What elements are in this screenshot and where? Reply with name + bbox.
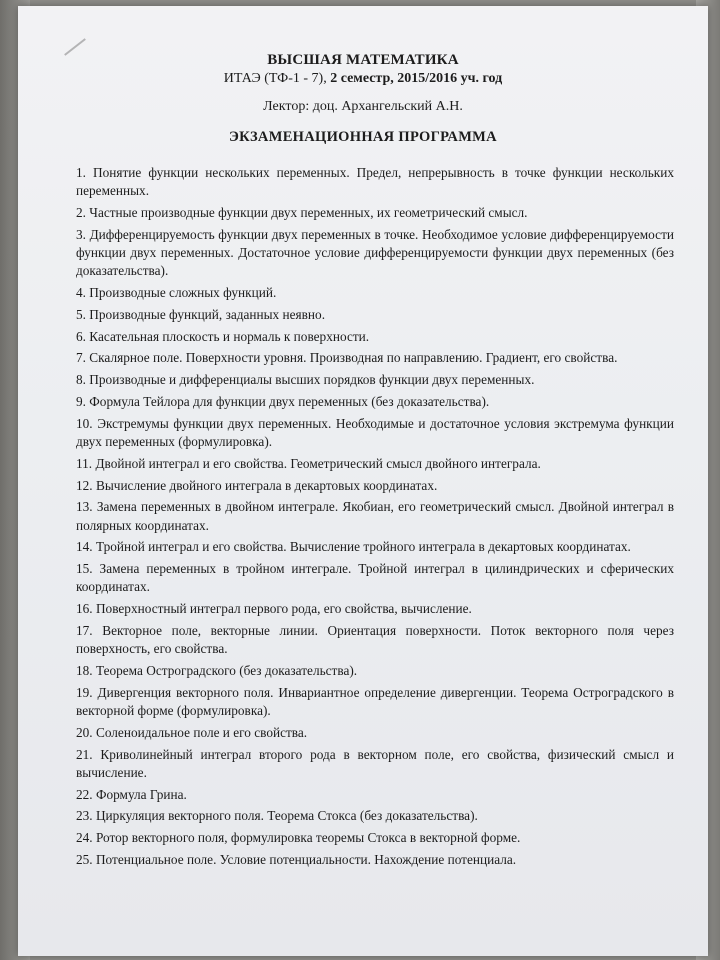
lecturer-line: Лектор: доц. Архангельский А.Н.: [263, 99, 463, 114]
document-header: [18, 52, 708, 146]
exam-topic-number: 25.: [76, 851, 96, 867]
exam-topic-text: Формула Грина.: [95, 786, 187, 802]
document-title: ВЫСШАЯ МАТЕМАТИКА: [267, 52, 459, 68]
exam-topic-text: Потенциальное поле. Условие потенциальности. Нахождение потенциала.: [95, 851, 517, 867]
exam-topic-text: Вычисление двойного интеграла в декартовых координатах.: [95, 477, 438, 493]
exam-topic-text: Производные сложных функций.: [89, 285, 277, 300]
exam-topic-number: 2.: [76, 205, 90, 220]
exam-topic-item: [76, 538, 674, 556]
exam-topic-text: Касательная плоскость и нормаль к поверхности.: [89, 328, 370, 344]
exam-topic-text: Криволинейный интеграл второго рода в векторном поле, его свойства, физический смысл и вычисление.: [76, 746, 674, 780]
exam-topic-number: 16.: [76, 601, 96, 617]
exam-topic-number: 10.: [76, 415, 98, 431]
exam-topic-number: 11.: [76, 455, 96, 471]
exam-topic-item: [76, 455, 674, 473]
exam-topic-text: Ротор векторного поля, формулировка теоремы Стокса в векторной форме.: [95, 830, 521, 846]
exam-topic-number: 18.: [76, 662, 96, 678]
exam-topic-number: 4.: [76, 285, 90, 300]
exam-topic-text: Соленоидальное поле и его свойства.: [95, 724, 308, 740]
exam-topic-text: Векторное поле, векторные линии. Ориентация поверхности. Поток векторного поля через поверхность, его свойства.: [76, 622, 674, 657]
exam-topic-number: 3.: [76, 226, 90, 242]
exam-topic-number: 14.: [76, 539, 96, 555]
exam-topic-item: [76, 306, 674, 324]
exam-topic-number: 8.: [76, 372, 90, 388]
program-title: ЭКЗАМЕНАЦИОННАЯ ПРОГРАММА: [229, 129, 497, 145]
exam-topic-item: [76, 415, 674, 451]
subtitle-prefix: ИТАЭ (ТФ-1 - 7),: [223, 71, 327, 86]
exam-topic-text: Дивергенция векторного поля. Инвариантное определение дивергенции. Теорема Остроградского в векторной форме (формулировка).: [76, 684, 674, 718]
exam-topic-item: [76, 498, 674, 534]
exam-topic-item: [76, 807, 674, 825]
exam-topic-number: 1.: [76, 165, 93, 180]
exam-topic-number: 21.: [76, 746, 101, 762]
paper-sheet: [18, 6, 708, 956]
exam-topic-number: 15.: [76, 561, 100, 577]
exam-topic-item: [76, 164, 674, 200]
exam-topic-text: Понятие функции нескольких переменных. Предел, непрерывность в точке функции нескольких переменных.: [76, 165, 675, 199]
exam-topic-number: 17.: [76, 622, 103, 638]
exam-topic-text: Двойной интеграл и его свойства. Геометрический смысл двойного интеграла.: [95, 455, 541, 471]
exam-topic-number: 7.: [76, 350, 90, 366]
exam-topic-item: [76, 684, 674, 720]
exam-topic-number: 9.: [76, 393, 90, 409]
exam-topic-text: Производные функций, заданных неявно.: [89, 306, 326, 322]
exam-topic-number: 12.: [76, 477, 96, 493]
exam-topic-text: Формула Тейлора для функции двух переменных (без доказательства).: [89, 393, 490, 409]
exam-topic-item: [76, 226, 674, 281]
exam-topic-item: [76, 560, 674, 596]
subtitle-semester: 2 семестр, 2015/2016 уч. год: [326, 71, 503, 86]
exam-topic-item: [76, 746, 674, 782]
exam-topic-text: Дифференцируемость функции двух переменных в точке. Необходимое условие дифференцируемости функции двух переменных. Достаточное условие дифференцируемости функции двух переменных (без доказательства).: [76, 226, 674, 279]
exam-topic-item: [76, 349, 674, 367]
exam-topic-text: Замена переменных в тройном интеграле. Тройной интеграл в цилиндрических и сферических координатах.: [76, 561, 674, 595]
exam-topic-number: 19.: [76, 684, 98, 700]
exam-topic-number: 22.: [76, 786, 96, 802]
exam-topic-text: Производные и дифференциалы высших порядков функции двух переменных.: [89, 372, 535, 388]
exam-topic-number: 24.: [76, 830, 96, 846]
exam-topic-item: [76, 600, 674, 618]
exam-topic-item: [76, 204, 674, 222]
exam-topic-item: [76, 622, 674, 658]
exam-topic-item: [76, 284, 674, 302]
exam-topic-text: Теорема Остроградского (без доказательства).: [95, 662, 358, 678]
exam-topic-text: Замена переменных в двойном интеграле. Якобиан, его геометрический смысл. Двойной интеграл в полярных координатах.: [76, 499, 674, 533]
exam-topics-list: [76, 164, 674, 873]
exam-topic-number: 13.: [76, 499, 97, 515]
exam-topic-number: 6.: [76, 328, 90, 344]
exam-topic-number: 23.: [76, 808, 96, 824]
exam-topic-number: 20.: [76, 724, 96, 740]
document-subtitle: [18, 71, 708, 87]
exam-topic-item: [76, 829, 674, 847]
exam-topic-item: [76, 851, 674, 869]
exam-topic-item: [76, 724, 674, 742]
exam-topic-item: [76, 662, 674, 680]
exam-topic-text: Поверхностный интеграл первого рода, его свойства, вычисление.: [95, 601, 472, 617]
exam-topic-number: 5.: [76, 306, 90, 322]
exam-topic-item: [76, 786, 674, 804]
exam-topic-item: [76, 328, 674, 346]
exam-topic-item: [76, 477, 674, 495]
exam-topic-text: Частные производные функции двух переменных, их геометрический смысл.: [89, 205, 528, 220]
exam-topic-text: Тройной интеграл и его свойства. Вычисление тройного интеграла в декартовых координатах.: [95, 539, 631, 555]
exam-topic-text: Циркуляция векторного поля. Теорема Стокса (без доказательства).: [95, 808, 478, 824]
exam-topic-text: Скалярное поле. Поверхности уровня. Производная по направлению. Градиент, его свойства.: [89, 350, 618, 366]
exam-topic-item: [76, 371, 674, 389]
exam-topic-text: Экстремумы функции двух переменных. Необходимые и достаточное условия экстремума функции двух переменных (формулировка).: [76, 415, 674, 449]
exam-topic-item: [76, 393, 674, 411]
